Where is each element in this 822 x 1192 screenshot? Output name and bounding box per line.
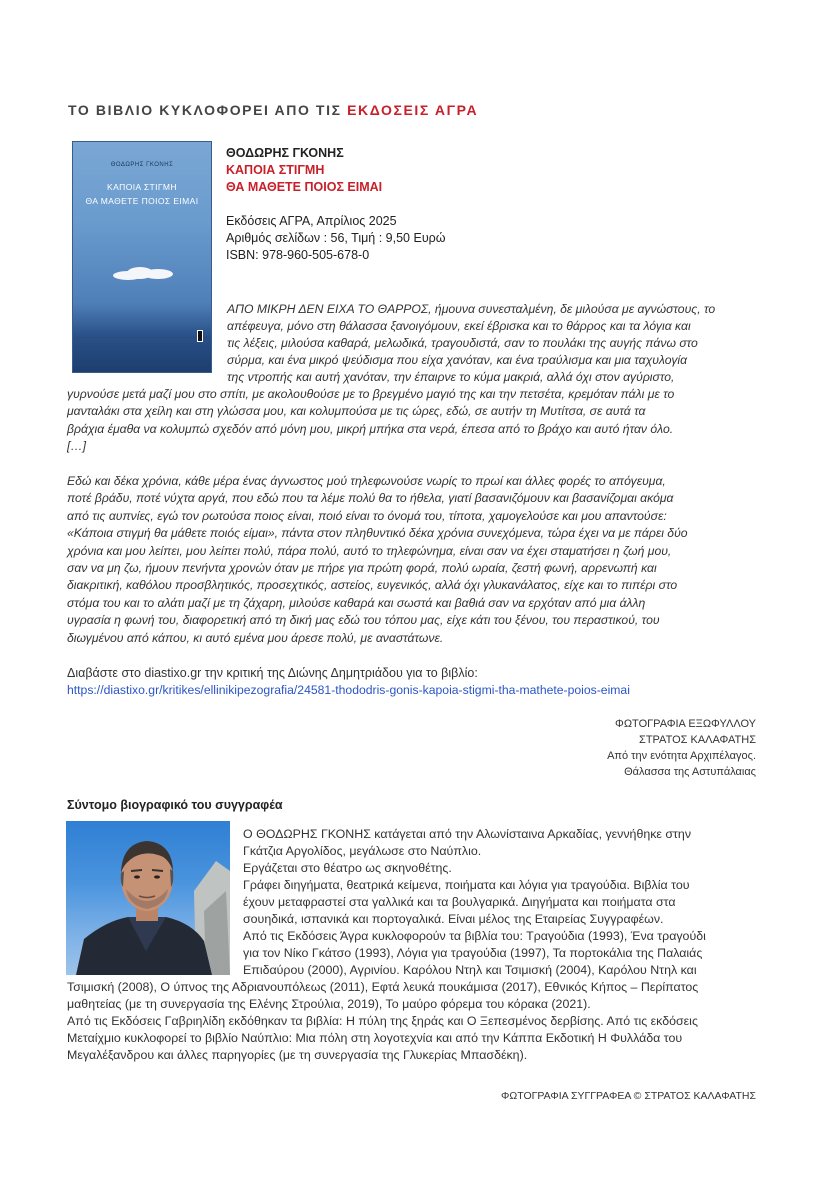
cover-horizon — [73, 337, 211, 338]
excerpt-line: «Κάποια στιγμή θα μάθετε ποιός είμαι», πάντα στον πληθυντικό δέκα χρόνια συνεχόμενα, τώρα έχει να με πάρει δύο — [67, 526, 688, 540]
bio-line: Μεγαλέξανδρου και άλλες παρηγορίες (με τη συνεργασία της Γλυκερίας Μπασδέκη). — [67, 1048, 528, 1062]
excerpt-line: Εδώ και δέκα χρόνια, κάθε μέρα ένας άγνωστος μού τηλεφωνούσε νωρίς το πρωί και άλλες φορές το απόγευμα, — [67, 474, 666, 488]
excerpt-line: χρόνια και μου λείπει, μου λείπει πολύ, πάρα πολύ, αυτό το τηλεφώνημα, είναι σαν να έχει σταματήσει η ζωή μου, — [67, 544, 672, 558]
book-title-line1: ΚΑΠΟΙΑ ΣΤΙΓΜΗ — [226, 163, 325, 177]
header-prefix: ΤΟ ΒΙΒΛΙΟ ΚΥΚΛΟΦΟΡΕΙ ΑΠΟ ΤΙΣ — [68, 102, 348, 118]
bio-line: Επιδαύρου (2000), Αγρινίου. Καρόλου Ντηλ και Τσιμισκή (2004), Καρόλου Ντηλ και — [243, 963, 697, 977]
cover-credit-label: ΦΩΤΟΓΡΑΦΙΑ ΕΞΩΦΥΛΛΟΥ — [615, 718, 756, 730]
cover-title-line2: ΘΑ ΜΑΘΕΤΕ ΠΟΙΟΣ ΕΙΜΑΙ — [85, 196, 199, 206]
excerpt-line: σαν να μη ζω, ήμουν πενήντα χρονών όταν με πήρε για πρώτη φορά, πολύ ωραία, ζεστή φωνή, αρρενωπή και — [67, 561, 657, 575]
bio-line: Τσιμισκή (2008), Ο ύπνος της Αδριανουπόλεως (2011), Εφτά λευκά πουκάμισα (2017), Εθνικός Κήπος – Περίπατος — [67, 980, 699, 994]
book-pages-price: Αριθμός σελίδων : 56, Τιμή : 9,50 Ευρώ — [226, 231, 446, 245]
book-title-line2: ΘΑ ΜΑΘΕΤΕ ΠΟΙΟΣ ΕΙΜΑΙ — [226, 180, 383, 194]
review-link[interactable]: https://diastixo.gr/kritikes/ellinikipezografia/24581-thododris-gonis-kapoia-stigmi-tha-mathete-poios-eimai — [67, 683, 630, 697]
excerpt-line: υγρασία η φωνή του, διαφορετική από τη δική μας εδώ του τόπου μας, είχε κάτι του ξένου, του περαστικού, του — [67, 613, 660, 627]
bio-line: σουηδικά, ισπανικά και πορτογαλικά. Είναι μέλος της Εταιρείας Συγγραφέων. — [243, 912, 664, 926]
excerpt-line: […] — [67, 439, 86, 453]
bio-line: έχουν μεταφραστεί στα γαλλικά και τα βουλγαρικά. Διηγήματα και ποιήματα στα — [243, 895, 676, 909]
excerpt-line: διακριτική, καθόλου προσβλητικός, προσεχτικός, αστείος, ευγενικός, αλλά όχι γλυκανάλατος, είχε και το πιπέρι στο — [67, 578, 678, 592]
review-text: Διαβάστε στο diastixo.gr την κριτική της Διώνης Δημητριάδου για το βιβλίο: — [67, 666, 478, 680]
author-portrait-icon — [66, 821, 230, 975]
bio-line: Ο ΘΟΔΩΡΗΣ ΓΚΟΝΗΣ κατάγεται από την Αλωνίσταινα Αρκαδίας, γεννήθηκε στην — [243, 827, 692, 841]
excerpt-line: τις λέξεις, μιλούσα καθαρά, μελωδικά, τραγουδιστά, σαν το πουλάκι της αυγής πάνω στο — [227, 336, 698, 350]
book-isbn: ISBN: 978-960-505-678-0 — [226, 248, 370, 262]
excerpt-line: από τις αυπνίες, εγώ τον ρωτούσα ποιος είναι, ποιό είναι το όνομά του, τίποτα, χαμογελούσε και μου απαντούσε: — [67, 509, 667, 523]
excerpt-line: γυρνούσε μετά μαζί μου στο σπίτι, με ακολουθούσε με το βρεγμένο μαγιό της και την πετσέτα, κρεμόταν πάλι με το — [67, 387, 675, 401]
cover-credit-place: Θάλασσα της Αστυπάλαιας — [624, 766, 756, 778]
excerpt-line: σύρμα, και ένα μικρό ψεύδισμα που είχα χανόταν, και ένα τραύλισμα και μια ταχυλογία — [227, 353, 688, 367]
publisher-logo-icon — [197, 330, 203, 342]
book-publisher-date: Εκδόσεις ΑΓΡΑ, Απρίλιος 2025 — [226, 214, 397, 228]
page-header — [68, 102, 478, 118]
excerpt-line: διωγμένου από κάπου, κι αυτό εμένα μου άρεσε πολύ, με αναστάτωνε. — [67, 631, 444, 645]
bio-line: Εργάζεται στο θέατρο ως σκηνοθέτης. — [243, 861, 452, 875]
author-photo — [66, 821, 230, 975]
header-publisher: ΕΚΔΟΣΕΙΣ ΑΓΡΑ — [347, 102, 479, 118]
book-author: ΘΟΔΩΡΗΣ ΓΚΟΝΗΣ — [226, 146, 344, 160]
excerpt-line: ποτέ βράδυ, ποτέ νύχτα αργά, που εδώ που τα λέμε πολύ θα το ήθελα, γιατί βασανιζόμουν και βασανίζομαι ακόμα — [67, 491, 674, 505]
author-photo-credit: ΦΩΤΟΓΡΑΦΙΑ ΣΥΓΓΡΑΦΕΑ © ΣΤΡΑΤΟΣ ΚΑΛΑΦΑΤΗΣ — [501, 1090, 756, 1102]
bio-heading: Σύντομο βιογραφικό του συγγραφέα — [67, 798, 283, 812]
excerpt-line: μανταλάκι στα χείλη και στη γλώσσα μου, και κολυμπούσα με τις ώρες, εδώ, σε αυτήν τη Μυτίτσα, σε αυτά τα — [67, 404, 646, 418]
cover-credit-series: Από την ενότητα Αρχιπέλαγος. — [607, 750, 756, 762]
cover-credit-photographer: ΣΤΡΑΤΟΣ ΚΑΛΑΦΑΤΗΣ — [639, 734, 756, 746]
excerpt-line: στόμα του και το αλάτι μαζί με τη ζάχαρη, μιλούσε καθαρά και σωστά και βαθιά σαν να ερχόταν από μια άλλη — [67, 596, 646, 610]
book-cover-image — [72, 141, 212, 373]
cover-title-line1: ΚΑΠΟΙΑ ΣΤΙΓΜΗ — [107, 182, 177, 192]
excerpt-line: ΑΠΟ ΜΙΚΡΗ ΔΕΝ ΕΙΧΑ ΤΟ ΘΑΡΡΟΣ, ήμουνα συνεσταλμένη, δε μιλούσα με αγνώστους, το — [227, 302, 716, 316]
bio-line: μαθητείας (με τη συνεργασία της Ελένης Στρούλια, 2019), Το μαύρο φόρεμα του κόρακα (2021). — [67, 997, 591, 1011]
excerpt-line: της ντροπής και αυτή χανόταν, την έπαιρνε το κύμα μακριά, αλλά όχι στον αγύριστο, — [227, 370, 675, 384]
bio-line: Γράφει διηγήματα, θεατρικά κείμενα, ποιήματα και λόγια για τραγούδια. Βιβλία του — [243, 878, 690, 892]
bio-line: για τον Νίκο Γκάτσο (1993), Λόγια για τραγούδια (1997), Τα πορτοκάλια της Παλαιάς — [243, 946, 703, 960]
cover-author: ΘΟΔΩΡΗΣ ΓΚΟΝΗΣ — [110, 162, 174, 168]
bio-line: Γκάτζια Αργολίδος, μεγάλωσε στο Ναύπλιο. — [243, 844, 482, 858]
bio-line: Μεταίχμιο κυκλοφορεί το βιβλίο Ναύπλιο: Μια πόλη στη λογοτεχνία και από την Κάππα Εκδοτική Η Φυλλάδα του — [67, 1031, 683, 1045]
excerpt-line: απέφευγα, μόνο στη θάλασσα ξανοιγόμουν, εκεί έβρισκα και το θάρρος και τα λόγια και — [227, 319, 691, 333]
bio-line: Από τις Εκδόσεις Γαβριηλίδη εκδόθηκαν τα βιβλία: Η πύλη της ξηράς και Ο Ξεπεσμένος δερβίσης. Από τις εκδόσεις — [67, 1014, 698, 1028]
cover-cloud — [113, 266, 173, 280]
excerpt-line: βράχια έμαθα να κολυμπώ σχεδόν από μόνη μου, μικρή μπήκα στα νερά, έπεσα από το βράχο και αυτό ήταν όλο. — [67, 422, 674, 436]
bio-line: Από τις Εκδόσεις Άγρα κυκλοφορούν τα βιβλία του: Τραγούδια (1993), Ένα τραγούδι — [243, 929, 706, 943]
